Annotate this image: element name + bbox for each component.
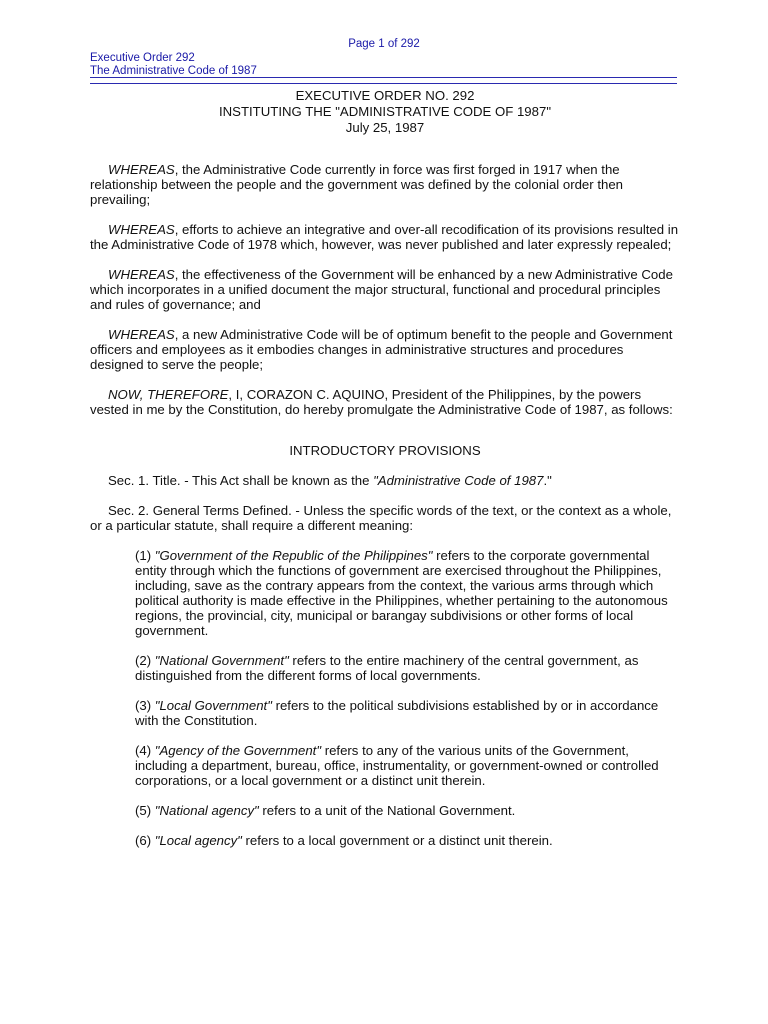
whereas-lead: WHEREAS — [108, 327, 175, 342]
section-heading: INTRODUCTORY PROVISIONS — [289, 443, 481, 458]
definition-item — [135, 833, 680, 848]
definition-number: (2) — [135, 653, 155, 668]
definition-number: (1) — [135, 548, 155, 563]
page-number: Page 1 of 292 — [348, 38, 420, 50]
document-title — [90, 88, 680, 136]
definition-item — [135, 698, 680, 728]
definition-text: refers to the entire machinery of the central government, as distinguished from the different forms of local governments. — [135, 653, 639, 683]
whereas-lead: WHEREAS — [108, 267, 175, 282]
definition-text: refers to a unit of the National Government. — [258, 803, 516, 818]
section-1-suffix: ." — [543, 473, 552, 488]
whereas-paragraph — [90, 327, 680, 372]
definition-term: "National agency" — [154, 803, 259, 818]
section-2: Sec. 2. General Terms Defined. - Unless the specific words of the text, or the context as a whole, or a particular statute, shall require a different meaning: — [90, 503, 672, 533]
whereas-text: , efforts to achieve an integrative and over-all recodification of its provisions resulted in the Administrative Code of 1978 which, however, was never published and later expressly repealed; — [90, 222, 679, 252]
whereas-text: , the effectiveness of the Government will be enhanced by a new Administrative Code which incorporates in a unified document the major structural, functional and procedural principles and rules of governance; and — [90, 267, 673, 312]
header-divider — [90, 77, 677, 84]
document-body — [90, 88, 680, 848]
now-therefore-text: , I, CORAZON C. AQUINO, President of the Philippines, by the powers vested in me by the Constitution, do hereby promulgate the Administrative Code of 1987, as follows: — [90, 387, 673, 417]
definition-number: (6) — [135, 833, 155, 848]
whereas-paragraph — [90, 162, 680, 207]
definition-term: "Local agency" — [154, 833, 242, 848]
section-1-prefix: Sec. 1. Title. - This Act shall be known as the — [108, 473, 374, 488]
definition-item — [135, 653, 680, 683]
whereas-paragraph — [90, 222, 680, 252]
section-1-term: "Administrative Code of 1987 — [373, 473, 544, 488]
whereas-lead: WHEREAS — [108, 222, 175, 237]
definition-number: (5) — [135, 803, 155, 818]
now-therefore-paragraph — [90, 387, 680, 417]
header-order-title: Executive Order 292 — [90, 52, 195, 64]
section-1 — [90, 473, 680, 488]
definition-term: "Government of the Republic of the Philippines" — [154, 548, 433, 563]
definition-text: refers to any of the various units of the Government, including a department, bureau, office, instrumentality, or government-owned or controlled corporations, or a local government or a distinct unit therein. — [135, 743, 659, 788]
title-date: July 25, 1987 — [345, 120, 425, 135]
definition-text: refers to a local government or a distinct unit therein. — [241, 833, 553, 848]
definition-term: "Agency of the Government" — [154, 743, 322, 758]
definition-number: (4) — [135, 743, 155, 758]
whereas-text: , the Administrative Code currently in force was first forged in 1917 when the relationship between the people and the government was defined by the colonial order then prevailing; — [90, 162, 623, 207]
whereas-lead: WHEREAS — [108, 162, 175, 177]
whereas-text: , a new Administrative Code will be of optimum benefit to the people and Government officers and employees as it embodies changes in administrative structures and procedures designed to serve the people; — [90, 327, 673, 372]
document-header — [90, 52, 257, 78]
definition-text: refers to the corporate governmental entity through which the functions of government are exercised throughout the Philippines, including, save as the contrary appears from the context, the various arms through which political authority is made effective in the Philippines, whether pertaining to the autonomous regions, the provincial, city, municipal or barangay subdivisions or other forms of local government. — [135, 548, 668, 638]
whereas-paragraph — [90, 267, 680, 312]
definition-text: refers to the political subdivisions established by or in accordance with the Constitution. — [135, 698, 659, 728]
title-instituting: INSTITUTING THE "ADMINISTRATIVE CODE OF 1987" — [218, 104, 551, 119]
definition-item — [135, 743, 680, 788]
definition-number: (3) — [135, 698, 155, 713]
definition-term: "National Government" — [154, 653, 289, 668]
title-order-number: EXECUTIVE ORDER NO. 292 — [295, 88, 475, 103]
definition-term: "Local Government" — [154, 698, 272, 713]
now-therefore-lead: NOW, THEREFORE — [108, 387, 229, 402]
definition-item — [135, 803, 680, 818]
header-code-title: The Administrative Code of 1987 — [90, 65, 257, 77]
definition-item — [135, 548, 680, 638]
